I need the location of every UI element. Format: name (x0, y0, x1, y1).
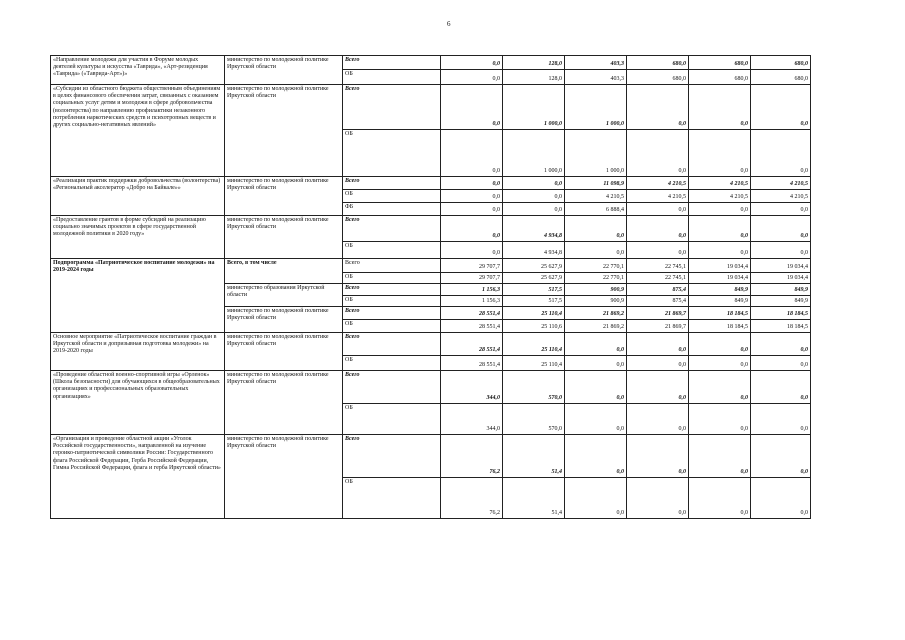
value-cell: 0,0 (441, 70, 503, 85)
value-cell: 1 000,0 (503, 85, 565, 130)
value-cell: 0,0 (689, 356, 751, 371)
value-cell: 0,0 (565, 435, 627, 478)
value-cell: 680,0 (751, 70, 811, 85)
value-cell: 570,0 (503, 371, 565, 404)
value-cell: 28 551,4 (441, 320, 503, 333)
value-cell: 0,0 (627, 371, 689, 404)
source-cell: ОБ (343, 404, 441, 435)
value-cell: 22 745,1 (627, 259, 689, 273)
value-cell: 28 551,4 (441, 307, 503, 320)
value-cell: 0,0 (751, 203, 811, 216)
value-cell: 22 745,1 (627, 273, 689, 284)
value-cell: 4 210,5 (689, 190, 751, 203)
value-cell: 0,0 (627, 478, 689, 519)
value-cell: 4 210,5 (565, 190, 627, 203)
table-row (51, 259, 811, 273)
value-cell: 11 098,9 (565, 177, 627, 190)
value-cell: 0,0 (441, 190, 503, 203)
source-cell: Всего (343, 307, 441, 320)
table-row (51, 85, 811, 130)
value-cell: 25 110,4 (503, 307, 565, 320)
executor-cell: министерство по молодежной политике Иркутской области (225, 56, 343, 85)
executor-cell: министерство по молодежной политике Иркутской области (225, 216, 343, 259)
value-cell: 0,0 (751, 242, 811, 259)
activity-name-cell: «Предоставление грантов в форме субсидий на реализацию социально значимых проектов в сфере государственной молодежной политики в 2020 году» (51, 216, 225, 259)
value-cell: 28 551,4 (441, 333, 503, 356)
activity-name-cell: «Реализация практик поддержки добровольчества (волонтерства) «Региональный акселератор «Добро на Байкале»» (51, 177, 225, 216)
value-cell: 344,0 (441, 371, 503, 404)
activity-name-cell: «Субсидии из областного бюджета общественным объединениям в целях финансового обеспечения затрат, связанных с оказанием социальных услуг детям и молодежи в сфере добровольчества (волонтерства) по направлению профилактики незаконного потребления наркотических средств и психотропных веществ и других социально-негативных явлений» (51, 85, 225, 177)
value-cell: 51,4 (503, 478, 565, 519)
value-cell: 18 184,5 (689, 307, 751, 320)
value-cell: 4 934,8 (503, 216, 565, 242)
value-cell: 0,0 (627, 242, 689, 259)
value-cell: 4 210,5 (689, 177, 751, 190)
value-cell: 21 869,7 (627, 307, 689, 320)
value-cell: 29 707,7 (441, 273, 503, 284)
value-cell: 570,0 (503, 404, 565, 435)
value-cell: 0,0 (565, 404, 627, 435)
value-cell: 0,0 (565, 216, 627, 242)
value-cell: 1 000,0 (503, 130, 565, 177)
source-cell: Всего (343, 333, 441, 356)
table-row (51, 333, 811, 356)
value-cell: 0,0 (627, 203, 689, 216)
table-row (51, 177, 811, 190)
source-cell: Всего (343, 284, 441, 296)
value-cell: 0,0 (689, 333, 751, 356)
source-cell: ФБ (343, 203, 441, 216)
value-cell: 0,0 (689, 478, 751, 519)
value-cell: 0,0 (751, 404, 811, 435)
value-cell: 0,0 (627, 435, 689, 478)
executor-cell: Всего, в том числе (225, 259, 343, 284)
value-cell: 18 184,5 (751, 320, 811, 333)
value-cell: 849,9 (751, 296, 811, 307)
source-cell: Всего (343, 435, 441, 478)
value-cell: 900,9 (565, 284, 627, 296)
source-cell: ОБ (343, 242, 441, 259)
executor-cell: министерство по молодежной политике Иркутской области (225, 333, 343, 371)
value-cell: 403,3 (565, 56, 627, 70)
table-row (51, 216, 811, 242)
value-cell: 0,0 (627, 333, 689, 356)
value-cell: 21 869,2 (565, 307, 627, 320)
value-cell: 0,0 (565, 356, 627, 371)
value-cell: 875,4 (627, 284, 689, 296)
value-cell: 25 627,9 (503, 273, 565, 284)
value-cell: 0,0 (751, 216, 811, 242)
value-cell: 25 110,4 (503, 333, 565, 356)
source-cell: ОБ (343, 190, 441, 203)
page-number: 6 (447, 20, 451, 28)
value-cell: 0,0 (627, 404, 689, 435)
value-cell: 0,0 (441, 177, 503, 190)
value-cell: 1 000,0 (565, 130, 627, 177)
value-cell: 0,0 (627, 216, 689, 242)
source-cell: Всего (343, 371, 441, 404)
value-cell: 0,0 (441, 216, 503, 242)
value-cell: 18 184,5 (751, 307, 811, 320)
value-cell: 517,5 (503, 284, 565, 296)
value-cell: 25 110,6 (503, 320, 565, 333)
value-cell: 680,0 (689, 56, 751, 70)
value-cell: 22 770,1 (565, 259, 627, 273)
value-cell: 25 627,9 (503, 259, 565, 273)
value-cell: 0,0 (503, 203, 565, 216)
value-cell: 0,0 (503, 190, 565, 203)
value-cell: 25 110,4 (503, 356, 565, 371)
value-cell: 21 869,2 (565, 320, 627, 333)
value-cell: 4 934,8 (503, 242, 565, 259)
executor-cell: министерство по молодежной политике Иркутской области (225, 435, 343, 519)
value-cell: 680,0 (689, 70, 751, 85)
executor-cell: министерство по молодежной политике Иркутской области (225, 177, 343, 216)
value-cell: 19 034,4 (689, 273, 751, 284)
value-cell: 849,9 (689, 296, 751, 307)
value-cell: 0,0 (441, 242, 503, 259)
value-cell: 0,0 (441, 130, 503, 177)
value-cell: 128,0 (503, 70, 565, 85)
executor-cell: министерство по молодежной политике Иркутской области (225, 85, 343, 177)
value-cell: 18 184,5 (689, 320, 751, 333)
value-cell: 19 034,4 (689, 259, 751, 273)
source-cell: ОБ (343, 356, 441, 371)
value-cell: 900,9 (565, 296, 627, 307)
value-cell: 0,0 (565, 371, 627, 404)
value-cell: 0,0 (751, 356, 811, 371)
budget-table (50, 55, 811, 519)
value-cell: 0,0 (751, 130, 811, 177)
value-cell: 0,0 (689, 203, 751, 216)
value-cell: 849,9 (751, 284, 811, 296)
source-cell: Всего (343, 56, 441, 70)
source-cell: Всего (343, 216, 441, 242)
value-cell: 0,0 (751, 371, 811, 404)
value-cell: 0,0 (751, 333, 811, 356)
value-cell: 0,0 (689, 85, 751, 130)
activity-name-cell: «Организация и проведение областной акции «Уголок Российской государственности», направленной на изучение героико-патриотической символики России: Государственного флага Российской Федерации, Герба Российской Федерации, Гимна Российской Федерации, флага и герба Иркутской области» (51, 435, 225, 519)
activity-name-cell: «Направление молодежи для участия в Форуме молодых деятелей культуры и искусства «Таврида», «Арт-резиденция «Таврида» («Таврида-Арт»)» (51, 56, 225, 85)
value-cell: 6 888,4 (565, 203, 627, 216)
value-cell: 0,0 (441, 85, 503, 130)
executor-cell: министерство по молодежной политике Иркутской области (225, 307, 343, 333)
value-cell: 19 034,4 (751, 259, 811, 273)
value-cell: 76,2 (441, 478, 503, 519)
activity-name-cell: «Проведение областной военно-спортивной игры «Орленок» (Школа безопасности) для обучающихся в общеобразовательных организациях и профессиональных образовательных организациях» (51, 371, 225, 435)
value-cell: 1 000,0 (565, 85, 627, 130)
executor-cell: министерство по молодежной политике Иркутской области (225, 371, 343, 435)
table-row (51, 435, 811, 478)
value-cell: 849,9 (689, 284, 751, 296)
source-cell: Всего (343, 259, 441, 273)
table-row (51, 56, 811, 70)
value-cell: 0,0 (689, 371, 751, 404)
value-cell: 4 210,5 (751, 190, 811, 203)
source-cell: Всего (343, 177, 441, 190)
source-cell: ОБ (343, 70, 441, 85)
source-cell: ОБ (343, 296, 441, 307)
value-cell: 0,0 (689, 404, 751, 435)
value-cell: 0,0 (503, 177, 565, 190)
value-cell: 0,0 (751, 478, 811, 519)
executor-cell: министерство образования Иркутской области (225, 284, 343, 307)
value-cell: 0,0 (627, 356, 689, 371)
value-cell: 0,0 (689, 130, 751, 177)
source-cell: Всего (343, 85, 441, 130)
value-cell: 680,0 (627, 70, 689, 85)
source-cell: ОБ (343, 478, 441, 519)
source-cell: ОБ (343, 273, 441, 284)
value-cell: 403,3 (565, 70, 627, 85)
table-row (51, 371, 811, 404)
subprogram-name-cell: Подпрограмма «Патриотическое воспитание молодежи» на 2019-2024 годы (51, 259, 225, 333)
activity-name-cell: Основное мероприятие «Патриотическое воспитание граждан в Иркутской области и допризывная подготовка молодежи» на 2019-2020 годы (51, 333, 225, 371)
value-cell: 1 156,3 (441, 296, 503, 307)
value-cell: 517,5 (503, 296, 565, 307)
value-cell: 0,0 (565, 242, 627, 259)
value-cell: 28 551,4 (441, 356, 503, 371)
value-cell: 19 034,4 (751, 273, 811, 284)
value-cell: 0,0 (689, 242, 751, 259)
value-cell: 680,0 (627, 56, 689, 70)
source-cell: ОБ (343, 130, 441, 177)
value-cell: 76,2 (441, 435, 503, 478)
value-cell: 29 707,7 (441, 259, 503, 273)
source-cell: ОБ (343, 320, 441, 333)
value-cell: 0,0 (689, 435, 751, 478)
value-cell: 1 156,3 (441, 284, 503, 296)
value-cell: 0,0 (565, 478, 627, 519)
value-cell: 0,0 (441, 56, 503, 70)
value-cell: 0,0 (751, 435, 811, 478)
value-cell: 0,0 (689, 216, 751, 242)
value-cell: 0,0 (565, 333, 627, 356)
value-cell: 0,0 (751, 85, 811, 130)
value-cell: 0,0 (627, 130, 689, 177)
value-cell: 875,4 (627, 296, 689, 307)
value-cell: 4 210,5 (627, 177, 689, 190)
value-cell: 51,4 (503, 435, 565, 478)
value-cell: 0,0 (441, 203, 503, 216)
value-cell: 0,0 (627, 85, 689, 130)
value-cell: 22 770,1 (565, 273, 627, 284)
value-cell: 4 210,5 (751, 177, 811, 190)
value-cell: 680,0 (751, 56, 811, 70)
value-cell: 128,0 (503, 56, 565, 70)
value-cell: 21 869,7 (627, 320, 689, 333)
value-cell: 4 210,5 (627, 190, 689, 203)
value-cell: 344,0 (441, 404, 503, 435)
